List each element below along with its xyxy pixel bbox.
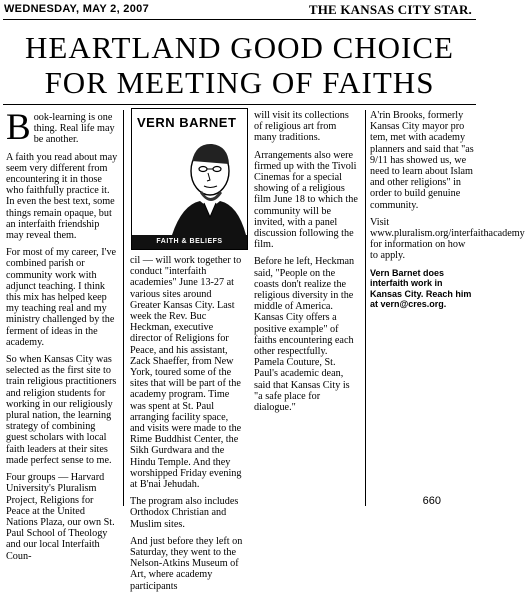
paragraph: Arrangements also were firmed up with the Tivoli Cinemas for a special showing of a religious film June 18 to which the community will be invited, with a panel discussion following the film.: [254, 149, 358, 251]
column-divider: [365, 110, 366, 506]
paragraph: will visit its collections of religious art from many traditions.: [254, 110, 349, 144]
lead-text: ook-learning is one thing. Real life may be another.: [33, 112, 115, 146]
article-column-3: [254, 110, 359, 419]
paragraph: cil — will work together to conduct "interfaith academies" June 13-27 at various sites around Greater Kansas City. Last week the Rev. Buc Heckman, executive director of Religions for Peace, and his assistant, Zack Shaeffer, from New York, toured some of the sites that will be part of the academy program. Time was spent at St. Paul arranging facility space, and visits were made to the Rime Buddhist Center, the Sikh Gurdwara and the Hindu Temple. And they worshipped Friday evening at B'nai Jehudah.: [130, 255, 242, 491]
paragraph: For most of my career, I've combined parish or community work with adjunct teaching. I think this mix has helped keep my teaching real and my ministry challenged by the ferment of ideas in the academy.: [6, 247, 117, 348]
headline-line-1: HEARTLAND GOOD CHOICE: [25, 30, 454, 65]
paragraph: The program also includes Orthodox Christian and Muslim sites.: [130, 496, 239, 530]
drop-cap: B: [6, 107, 31, 148]
headline-rule: [3, 104, 476, 105]
article-column-2: [130, 255, 244, 598]
article-column-4: [370, 110, 525, 316]
masthead-rule: [3, 19, 476, 20]
column-label: FAITH & BELIEFS: [132, 235, 247, 249]
paragraph: Before he left, Heckman said, "People on the coasts don't realize the religious diversity in the middle of America. Kansas City offers a positive example" of faiths encountering each other respectfully. Pamela Couture, St. Paul's academic dean, said that Kansas City is "a safe place for dialogue.": [254, 256, 355, 414]
paragraph: And just before they left on Saturday, they went to the Nelson-Atkins Museum of Art, where academy participants: [130, 535, 243, 592]
columnist-portrait: [132, 109, 247, 249]
paragraph: So when Kansas City was selected as the first site to train religious practitioners and religion students for working in our religiously plural nation, the learning strategy of combining guest scholars with local faith leaders at their sites made perfect sense to me.: [6, 354, 117, 466]
headline-line-2: FOR MEETING OF FAITHS: [44, 65, 435, 100]
column-divider: [123, 110, 124, 506]
masthead-paper-name: THE KANSAS CITY STAR.: [308, 2, 472, 17]
paragraph: A'rin Brooks, formerly Kansas City mayor pro tem, met with academy planners and said that "as 9/11 has showed us, we need to learn about Islam and other religions" in order to build genuine community.: [370, 110, 474, 211]
article-column-1: [6, 107, 119, 568]
author-tagline: Vern Barnet does interfaith work in Kansas City. Reach him at vern@cres.org.: [370, 267, 472, 310]
page-number: 660: [422, 495, 441, 507]
paragraph: Four groups — Harvard University's Pluralism Project, Religions for Peace at the United Nations Plaza, our own St. Paul School of Theology and our local Interfaith Coun-: [6, 472, 115, 562]
paragraph: A faith you read about may seem very different from encountering it in those who faithfully practice it. In even the best text, some things remain opaque, but an interfaith friendship may reveal them.: [6, 151, 118, 242]
paragraph: Visit www.pluralism.org/interfaithacademy for information on how to apply.: [370, 216, 525, 262]
lead-paragraph: [6, 107, 119, 148]
byline-name: VERN BARNET: [137, 115, 237, 130]
masthead-date: WEDNESDAY, MAY 2, 2007: [4, 3, 149, 15]
columnist-photo: [131, 108, 248, 250]
